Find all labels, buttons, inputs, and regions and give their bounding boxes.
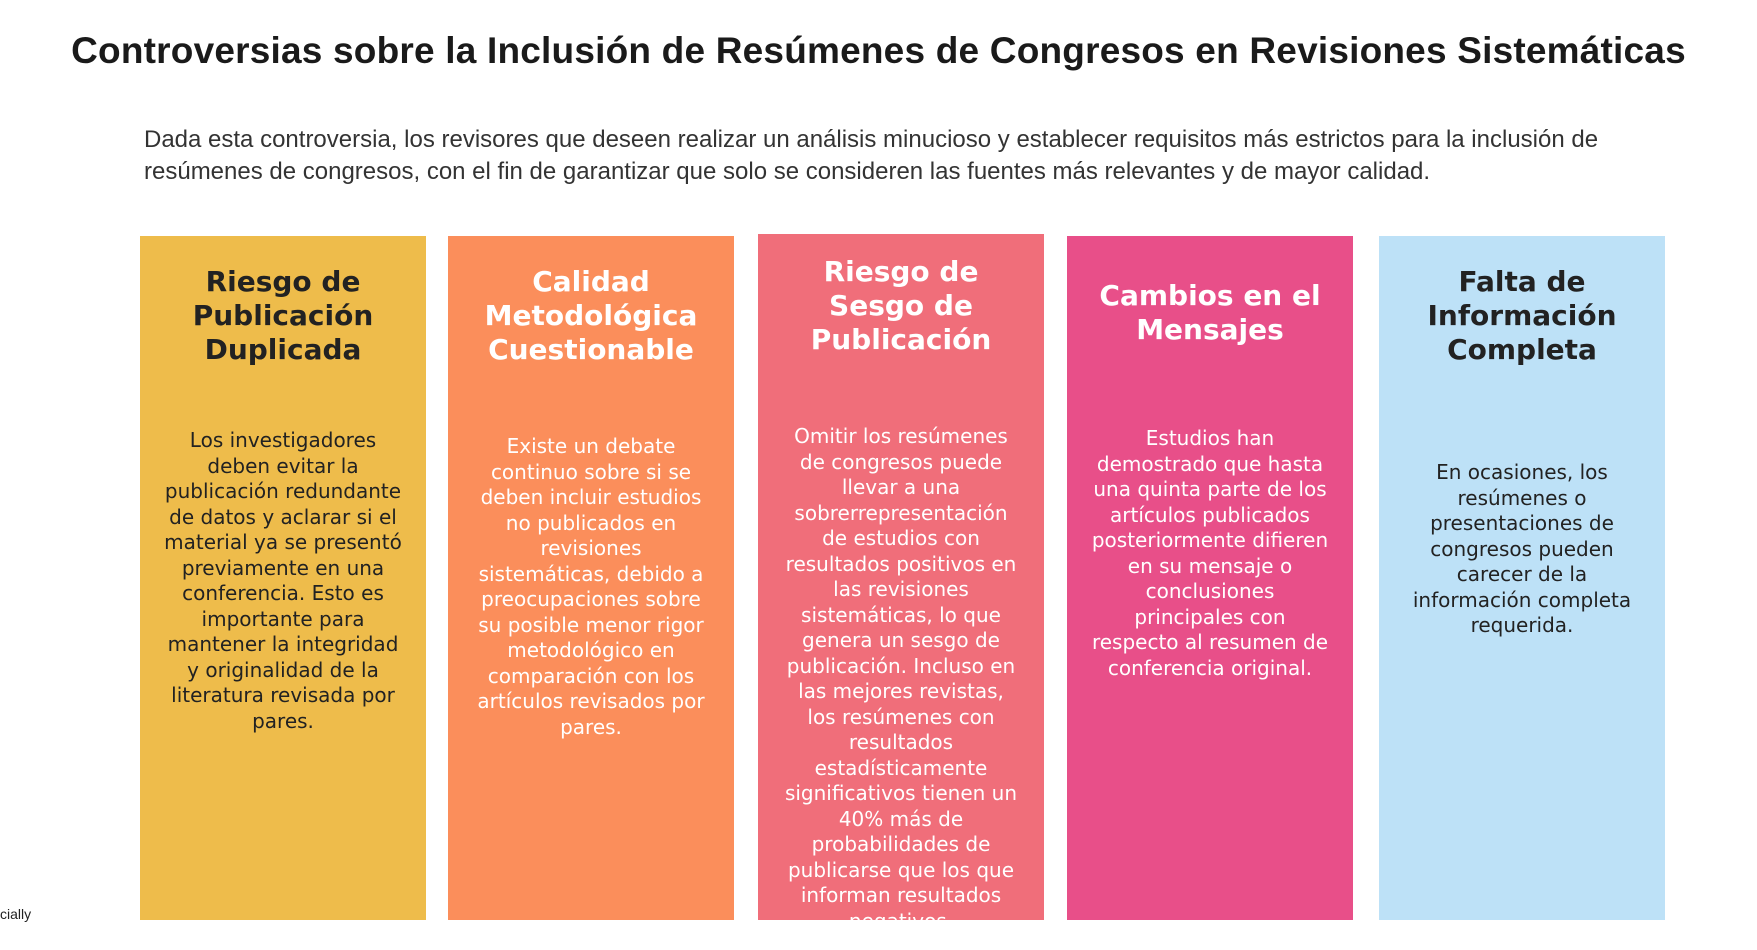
- card-heading: Riesgo de Sesgo de Publicación: [810, 255, 992, 356]
- card-heading: Riesgo de Publicación Duplicada: [192, 265, 374, 366]
- card-publication-bias: [758, 234, 1044, 933]
- page-title: Controversias sobre la Inclusión de Resúmenes de Congresos en Revisiones Sistemáticas: [71, 30, 1686, 71]
- card-body: [140, 396, 426, 920]
- card-body: [1379, 396, 1665, 920]
- card-heading: Cambios en el Mensajes: [1099, 279, 1321, 346]
- cut-off-text: cially: [0, 906, 32, 922]
- card-duplicate-publication: [140, 236, 426, 920]
- card-incomplete-information: [1379, 236, 1665, 920]
- card-body-text: Los investigadores deben evitar la publicación redundante de datos y aclarar si el material ya se presentó previamente en una conferencia. Esto es importante para mantener la integridad y originalidad de la literatura revisada por pares.: [164, 428, 402, 733]
- card-heading: Calidad Metodológica Cuestionable: [484, 265, 698, 366]
- card-heading: Falta de Información Completa: [1427, 265, 1617, 366]
- card-body: [448, 396, 734, 920]
- card-body-text: En ocasiones, los resúmenes o presentaciones de congresos pueden carecer de la información completa requerida.: [1412, 460, 1632, 637]
- card-message-changes: [1067, 236, 1353, 920]
- intro-paragraph: Dada esta controversia, los revisores que deseen realizar un análisis minucioso y establecer requisitos más estrictos para la inclusión de resúmenes de congresos, con el fin de garantizar que solo se consideren las fuentes más relevantes y de mayor calidad.: [144, 126, 1599, 185]
- card-body: [1067, 426, 1353, 950]
- card-body: [758, 424, 1044, 948]
- card-body-text: Existe un debate continuo sobre si se deben incluir estudios no publicados en revisiones sistemáticas, debido a preocupaciones sobre su posible menor rigor metodológico en comparación con los artículos revisados por pares.: [477, 434, 705, 739]
- card-body-text: Omitir los resúmenes de congresos puede llevar a una sobrerrepresentación de estudios con resultados positivos en las revisiones sistemáticas, lo que genera un sesgo de publicación. Incluso en las mejores revistas, los resúmenes con resultados estadísticamente significativos tienen un 40% más de probabilidades de publicarse que los que informan resultados negativos.: [784, 424, 1018, 933]
- card-body-text: Estudios han demostrado que hasta una quinta parte de los artículos publicados posteriormente difieren en su mensaje o conclusiones principales con respecto al resumen de conferencia original.: [1091, 426, 1329, 680]
- card-methodological-quality: [448, 236, 734, 920]
